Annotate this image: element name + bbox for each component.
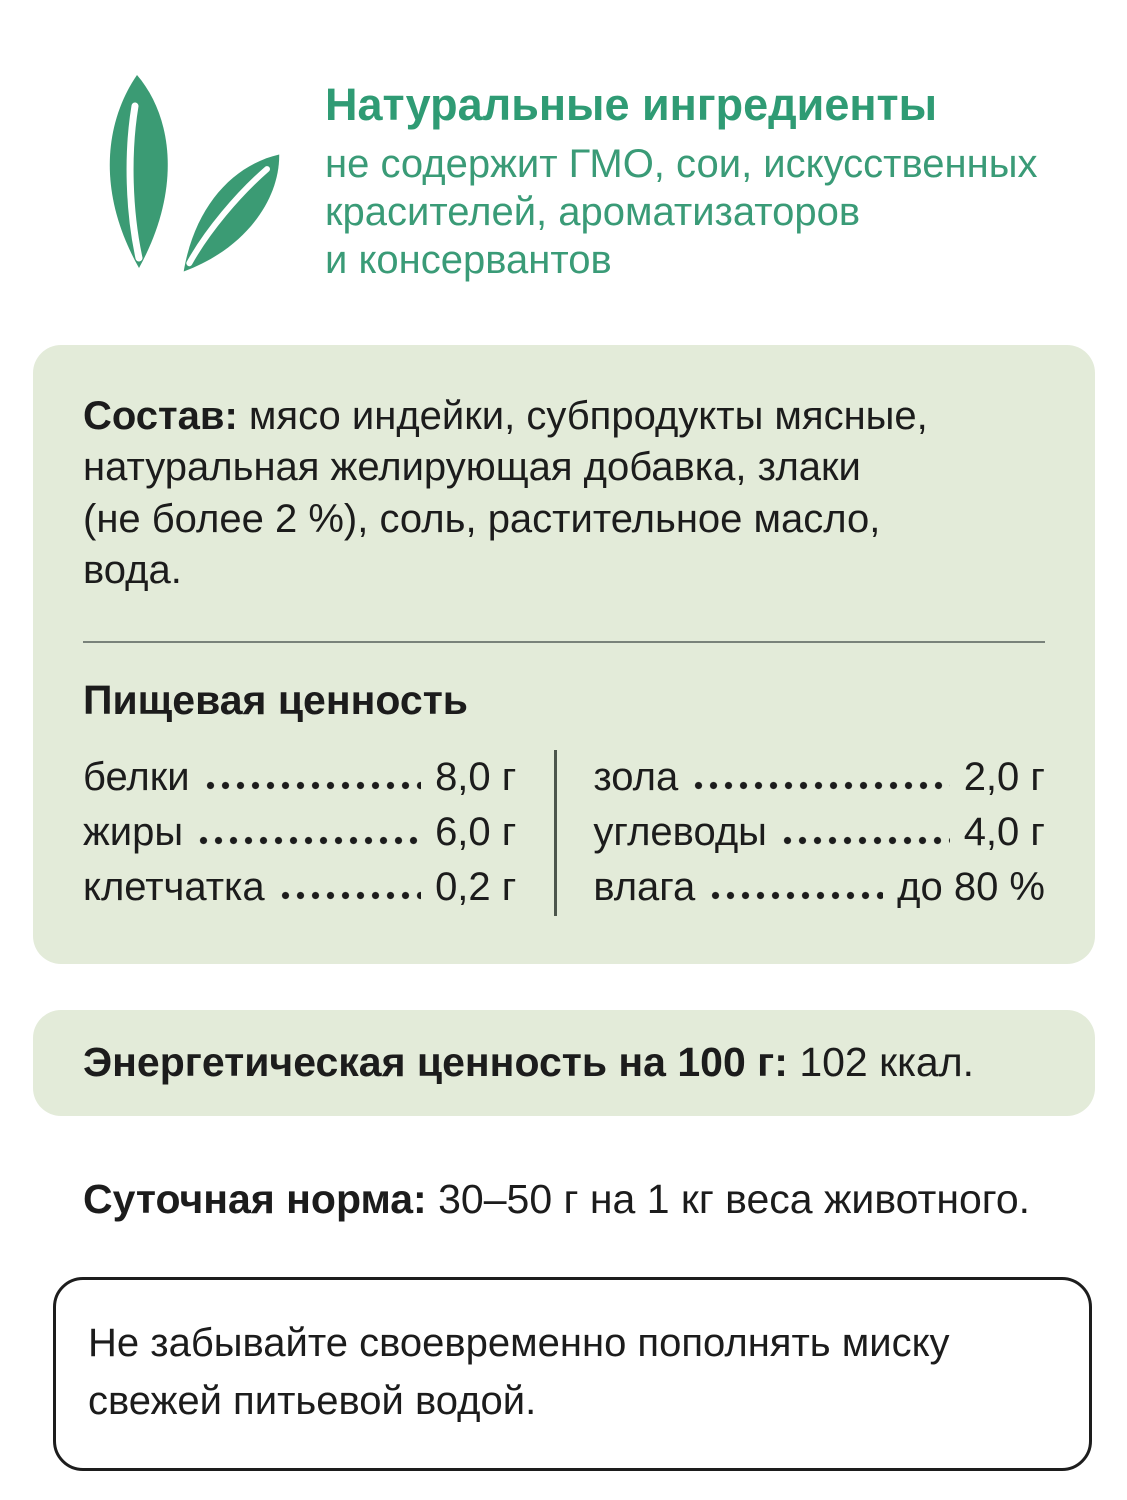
- nutrient-row: [83, 805, 516, 860]
- composition-line: вода.: [83, 548, 182, 593]
- energy-line: [83, 1039, 974, 1086]
- nutrition-heading: Пищевая ценность: [83, 677, 468, 724]
- nutrient-value: 4,0 г: [963, 810, 1045, 855]
- nutrient-label: жиры: [83, 810, 184, 855]
- nutrient-label: клетчатка: [83, 865, 265, 910]
- water-reminder-box: [53, 1277, 1092, 1471]
- composition-label: Состав:: [83, 393, 238, 438]
- composition-line: (не более 2 %), соль, растительное масло,: [83, 496, 881, 541]
- section-divider: [83, 641, 1045, 643]
- nutrient-row: [593, 750, 1045, 805]
- page-title: Натуральные ингредиенты: [325, 79, 938, 130]
- energy-panel: [33, 1010, 1095, 1116]
- composition-panel: [33, 345, 1095, 964]
- dot-leader: [281, 891, 421, 900]
- nutrient-row: [83, 860, 516, 915]
- dot-leader: [783, 836, 950, 845]
- nutrient-label: зола: [593, 755, 679, 800]
- dot-leader: [199, 836, 421, 845]
- nutrient-value: 2,0 г: [963, 755, 1045, 800]
- nutrient-row: [593, 860, 1045, 915]
- energy-value: 102 ккал.: [799, 1039, 975, 1086]
- nutrient-value: до 80 %: [897, 865, 1045, 910]
- nutrient-value: 8,0 г: [435, 755, 517, 800]
- daily-norm-label: Суточная норма:: [83, 1175, 427, 1222]
- nutrition-column-left: [83, 750, 554, 916]
- water-reminder-text: Не забывайте своевременно пополнять миску свежей питьевой водой.: [88, 1320, 950, 1423]
- composition-text: мясо индейки, субпродукты мясные,: [248, 393, 928, 438]
- nutrition-table: [83, 750, 1045, 916]
- composition-line: натуральная желирующая добавка, злаки: [83, 445, 861, 490]
- daily-norm-value: 30–50 г на 1 кг веса животного.: [438, 1175, 1031, 1222]
- daily-norm: [83, 1176, 1095, 1223]
- subtitle-line: и консервантов: [325, 238, 612, 283]
- leaves-icon: [85, 72, 285, 272]
- dot-leader: [694, 781, 949, 790]
- nutrient-value: 0,2 г: [435, 865, 517, 910]
- nutrient-row: [593, 805, 1045, 860]
- nutrient-row: [83, 750, 516, 805]
- nutrition-column-right: [554, 750, 1045, 916]
- header: [0, 0, 1127, 285]
- dot-leader: [206, 781, 422, 790]
- nutrient-label: углеводы: [593, 810, 767, 855]
- composition-line: [83, 391, 1045, 443]
- nutrient-value: 6,0 г: [435, 810, 517, 855]
- nutrient-label: белки: [83, 755, 190, 800]
- energy-label: Энергетическая ценность на 100 г:: [83, 1039, 788, 1086]
- subtitle-line: красителей, ароматизаторов: [325, 189, 861, 234]
- subtitle-line: не содержит ГМО, сои, искусственных: [325, 141, 1038, 186]
- header-text: [325, 72, 1037, 285]
- dot-leader: [711, 891, 883, 900]
- nutrient-label: влага: [593, 865, 696, 910]
